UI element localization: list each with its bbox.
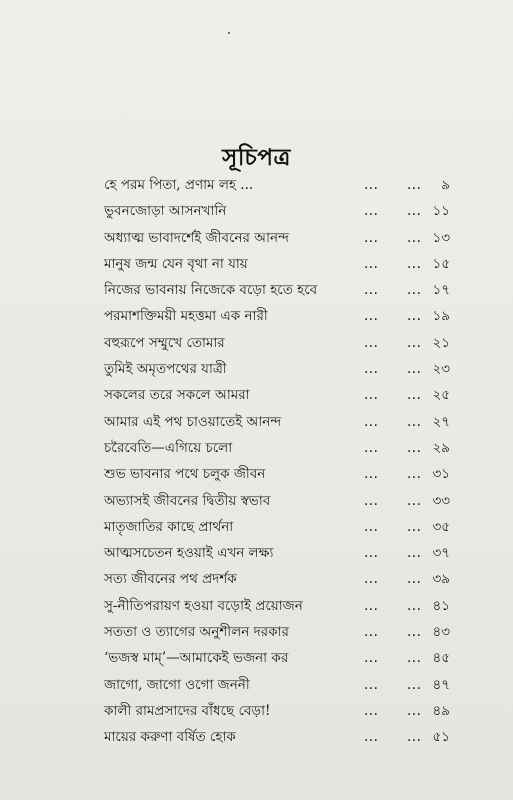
toc-leader-dots: ... (407, 387, 422, 404)
toc-entry-title: আত্মসচেতন হওয়াই এখন লক্ষ্য (104, 545, 274, 562)
toc-leader-dots: ... (364, 729, 379, 746)
toc-entry-page-number: ৪৫ (432, 650, 450, 667)
toc-entry-title: কালী রামপ্রসাদের বাঁধছে বেড়া! (104, 702, 271, 719)
toc-leader-dots: ... (364, 545, 379, 562)
toc-leader-dots: ... (407, 439, 422, 456)
toc-entry (0, 435, 513, 461)
toc-entry-page-number: ৩৭ (432, 545, 450, 562)
page-title: সূচিপত্র (222, 144, 291, 172)
toc-leader-dots: ... (364, 439, 379, 456)
toc-leader-dots: ... (364, 203, 379, 220)
toc-leader-dots: ... (364, 361, 379, 378)
toc-leader-dots: ... (407, 466, 422, 483)
toc-leader-dots: ... (364, 650, 379, 667)
toc-entry (0, 198, 513, 224)
toc-leader-dots: ... (407, 361, 422, 378)
toc-entry (0, 566, 513, 592)
toc-entry-page-number: ১৯ (432, 308, 450, 325)
toc-entry-title: ভুবনজোড়া আসনখানি (104, 203, 227, 220)
toc-leader-dots: ... (364, 518, 379, 535)
toc-leader-dots: ... (364, 702, 379, 719)
toc-leader-dots: ... (364, 597, 379, 614)
toc-entry (0, 645, 513, 671)
toc-entry (0, 514, 513, 540)
toc-entry-page-number: ৪৭ (432, 676, 450, 693)
toc-leader-dots: ... (364, 255, 379, 272)
toc-leader-dots: ... (364, 571, 379, 588)
toc-leader-dots: ... (407, 334, 422, 351)
toc-entry-page-number: ১১ (432, 203, 450, 220)
toc-leader-dots: ... (364, 229, 379, 246)
toc-entry-page-number: ৪৩ (432, 624, 450, 641)
toc-entry (0, 619, 513, 645)
toc-leader-dots: ... (364, 177, 379, 193)
toc-entry-title: নিজের ভাবনায় নিজেকে বড়ো হতে হবে (104, 282, 318, 299)
toc-entry-title: চরৈবেতি—এগিয়ে চলো (104, 439, 233, 456)
toc-entry-title: তুমিই অমৃতপথের যাত্রী (104, 361, 227, 378)
toc-entry-title: সকলের তরে সকলে আমরা (104, 387, 250, 404)
toc-entry (0, 277, 513, 303)
toc-entry (0, 540, 513, 566)
toc-entry-page-number: ১৭ (432, 282, 450, 299)
toc-entry-page-number: ২১ (432, 334, 450, 351)
toc-entry-title: সততা ও ত্যাগের অনুশীলন দরকার (104, 624, 289, 641)
toc-entry-page-number: ১৩ (432, 229, 450, 246)
toc-entry (0, 303, 513, 329)
toc-leader-dots: ... (407, 308, 422, 325)
toc-entry-title: সত্য জীবনের পথ প্রদর্শক (104, 571, 237, 588)
toc-entry-title: মায়ের করুণা বর্ষিত হোক (104, 729, 236, 746)
toc-leader-dots: ... (407, 676, 422, 693)
toc-entry-title: বহুরূপে সম্মুখে তোমার (104, 334, 225, 351)
toc-entry (0, 330, 513, 356)
toc-leader-dots: ... (407, 702, 422, 719)
toc-leader-dots: ... (407, 229, 422, 246)
toc-entry-title: শুভ ভাবনার পথে চলুক জীবন (104, 466, 266, 483)
toc-leader-dots: ... (407, 597, 422, 614)
toc-entry-page-number: ২৩ (432, 361, 450, 378)
toc-entry-page-number: ৩৩ (432, 492, 450, 509)
toc-entry-page-number: ১৫ (432, 255, 450, 272)
toc-entry-title: আমার এই পথ চাওয়াতেই আনন্দ (104, 413, 282, 430)
toc-entry-page-number: ৫১ (432, 729, 450, 746)
toc-entry (0, 672, 513, 698)
toc-entry (0, 698, 513, 724)
toc-leader-dots: ... (364, 676, 379, 693)
toc-leader-dots: ... (364, 624, 379, 641)
toc-entry-title: পরমাশক্তিময়ী মহত্তমা এক নারী (104, 308, 268, 325)
toc-entry (0, 724, 513, 750)
toc-leader-dots: ... (407, 571, 422, 588)
toc-leader-dots: ... (407, 413, 422, 430)
toc-entry-title: মানুষ জন্ম যেন বৃথা না যায় (104, 255, 248, 272)
toc-entry (0, 172, 513, 198)
toc-leader-dots: ... (407, 518, 422, 535)
toc-leader-dots: ... (364, 492, 379, 509)
toc-entry (0, 382, 513, 408)
toc-leader-dots: ... (407, 729, 422, 746)
table-of-contents (0, 172, 513, 751)
toc-leader-dots: ... (364, 334, 379, 351)
toc-entry-page-number: ২৫ (432, 387, 450, 404)
toc-leader-dots: ... (407, 545, 422, 562)
page-mark (228, 32, 230, 34)
toc-entry (0, 488, 513, 514)
toc-leader-dots: ... (407, 624, 422, 641)
toc-entry-page-number: ৯ (441, 177, 450, 193)
toc-leader-dots: ... (364, 282, 379, 299)
toc-entry-page-number: ৪৯ (432, 702, 450, 719)
toc-leader-dots: ... (364, 387, 379, 404)
toc-entry-title: মাতৃজাতির কাছে প্রার্থনা (104, 518, 234, 535)
toc-leader-dots: ... (407, 282, 422, 299)
toc-entry-title: সু-নীতিপরায়ণ হওয়া বড়োই প্রয়োজন (104, 597, 303, 614)
toc-entry (0, 409, 513, 435)
toc-entry (0, 251, 513, 277)
toc-entry-page-number: ৩৯ (432, 571, 450, 588)
toc-leader-dots: ... (364, 466, 379, 483)
toc-entry-page-number: ৪১ (432, 597, 450, 614)
toc-leader-dots: ... (407, 255, 422, 272)
toc-leader-dots: ... (407, 650, 422, 667)
toc-entry-title: অধ্যাত্ম ভাবাদর্শেই জীবনের আনন্দ (104, 229, 289, 246)
toc-entry (0, 593, 513, 619)
toc-entry-title: অভ্যাসই জীবনের দ্বিতীয় স্বভাব (104, 492, 271, 509)
toc-leader-dots: ... (364, 308, 379, 325)
toc-entry-title: জাগো, জাগো ওগো জননী (104, 676, 250, 693)
toc-entry-page-number: ২৭ (432, 413, 450, 430)
toc-entry (0, 356, 513, 382)
toc-entry-title: হে পরম পিতা, প্রণাম লহ ... (104, 177, 254, 193)
toc-entry-page-number: ২৯ (432, 439, 450, 456)
toc-leader-dots: ... (407, 177, 422, 193)
toc-entry-page-number: ৩৫ (432, 518, 450, 535)
toc-entry-title: ‘ভজস্ব মাম্’—আমাকেই ভজনা কর (104, 650, 289, 667)
toc-entry-page-number: ৩১ (432, 466, 450, 483)
toc-leader-dots: ... (407, 492, 422, 509)
toc-entry (0, 225, 513, 251)
toc-leader-dots: ... (407, 203, 422, 220)
toc-leader-dots: ... (364, 413, 379, 430)
toc-entry (0, 461, 513, 487)
